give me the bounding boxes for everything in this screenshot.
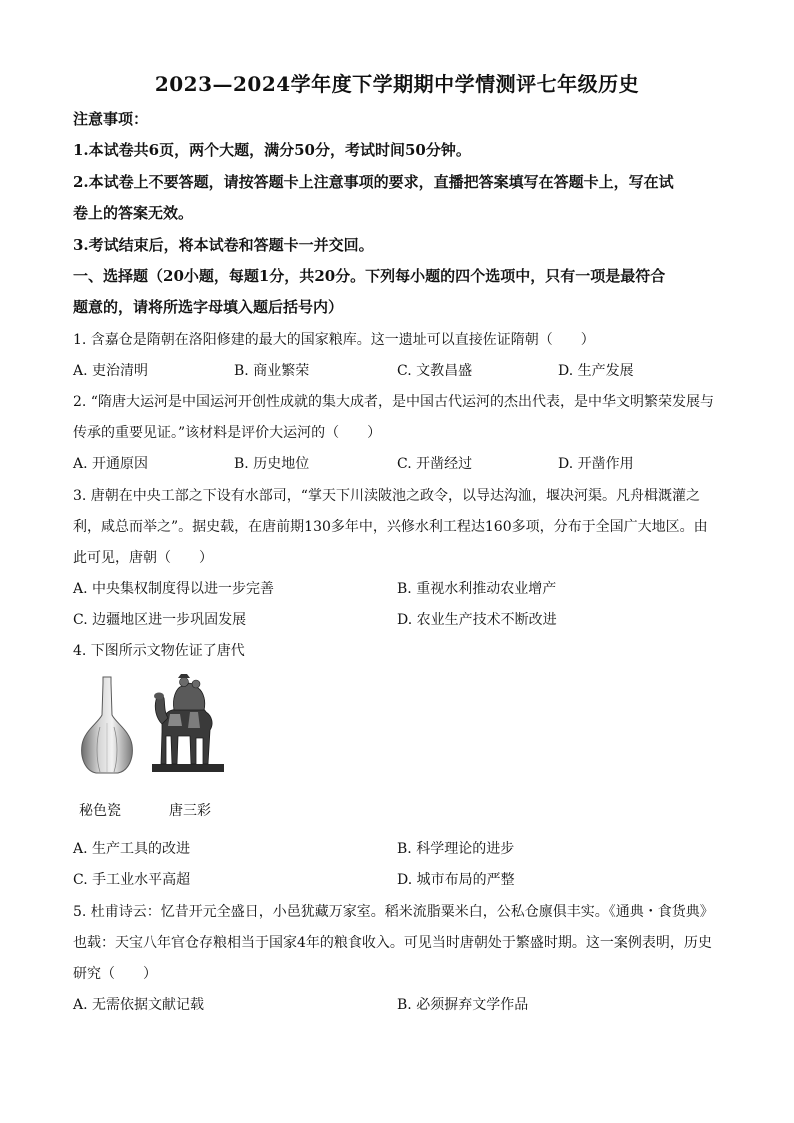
question-2-option-c: C. 开凿经过 (397, 456, 473, 472)
question-3-stem-cont: 利，咸总而举之”。据史载，在唐前期130多年中，兴修水利工程达160多项，分布于全国广大地区。由 (73, 519, 708, 535)
question-2-option-a: A. 开通原因 (73, 456, 149, 472)
question-1-stem: 1. 含嘉仓是隋朝在洛阳修建的最大的国家粮库。这一遗址可以直接佐证隋朝（ ） (73, 332, 595, 348)
notice-item: 卷上的答案无效。 (73, 204, 194, 222)
question-3-stem-cont: 此可见，唐朝（ ） (73, 550, 213, 566)
question-5-option-b: B. 必须摒弃文学作品 (397, 997, 529, 1013)
question-3-option-a: A. 中央集权制度得以进一步完善 (73, 581, 275, 597)
question-3-option-c: C. 边疆地区进一步巩固发展 (73, 612, 247, 628)
question-5-option-a: A. 无需依据文献记载 (73, 997, 205, 1013)
celadon-vase-image (78, 675, 136, 775)
question-1-option-c: C. 文教昌盛 (397, 363, 473, 379)
notice-item: 3.考试结束后，将本试卷和答题卡一并交回。 (73, 236, 374, 254)
question-3-option-d: D. 农业生产技术不断改进 (397, 612, 557, 628)
question-5-stem-cont: 也载：天宝八年官仓存粮相当于国家4年的粮食收入。可见当时唐朝处于繁盛时期。这一案例表明，历史 (73, 935, 712, 951)
question-4-option-b: B. 科学理论的进步 (397, 841, 515, 857)
question-4-option-c: C. 手工业水平高超 (73, 872, 191, 888)
page-title: 2023—2024学年度下学期期中学情测评七年级历史 (154, 72, 640, 96)
question-2-stem: 2. “隋唐大运河是中国运河开创性成就的集大成者，是中国古代运河的杰出代表，是中华文明繁荣发展与 (73, 394, 714, 410)
notice-item: 1.本试卷共6页，两个大题，满分50分，考试时间50分钟。 (73, 141, 471, 159)
question-1-option-a: A. 吏治清明 (73, 363, 149, 379)
question-4-option-a: A. 生产工具的改进 (73, 841, 191, 857)
image-caption-sancai: 唐三彩 (169, 803, 211, 819)
question-2-option-d: D. 开凿作用 (558, 456, 634, 472)
question-2-stem-cont: 传承的重要见证。”该材料是评价大运河的（ ） (73, 425, 382, 441)
notice-item: 2.本试卷上不要答题，请按答题卡上注意事项的要求，直播把答案填写在答题卡上，写在试 (73, 173, 674, 191)
question-5-stem-cont: 研究（ ） (73, 966, 157, 982)
question-5-stem: 5. 杜甫诗云：忆昔开元全盛日，小邑犹藏万家室。稻米流脂粟米白，公私仓廪俱丰实。《通典・食货典》 (73, 904, 714, 920)
question-1-option-b: B. 商业繁荣 (234, 363, 310, 379)
question-3-stem: 3. 唐朝在中央工部之下设有水部司，“掌天下川渎陂池之政令，以导达沟洫，堰决河渠。凡舟楫溉灌之 (73, 488, 700, 504)
question-4-option-d: D. 城市布局的严整 (397, 872, 515, 888)
question-3-option-b: B. 重视水利推动农业增产 (397, 581, 557, 597)
question-1-option-d: D. 生产发展 (558, 363, 634, 379)
tang-sancai-camel-image (150, 672, 226, 774)
section-heading-cont: 题意的，请将所选字母填入题后括号内） (73, 298, 344, 316)
section-heading: 一、选择题（20小题，每题1分，共20分。下列每小题的四个选项中，只有一项是最符合 (73, 267, 666, 285)
question-4-stem: 4. 下图所示文物佐证了唐代 (73, 643, 245, 659)
image-caption-celadon: 秘色瓷 (79, 803, 121, 819)
question-2-option-b: B. 历史地位 (234, 456, 310, 472)
notice-heading: 注意事项： (73, 110, 149, 128)
